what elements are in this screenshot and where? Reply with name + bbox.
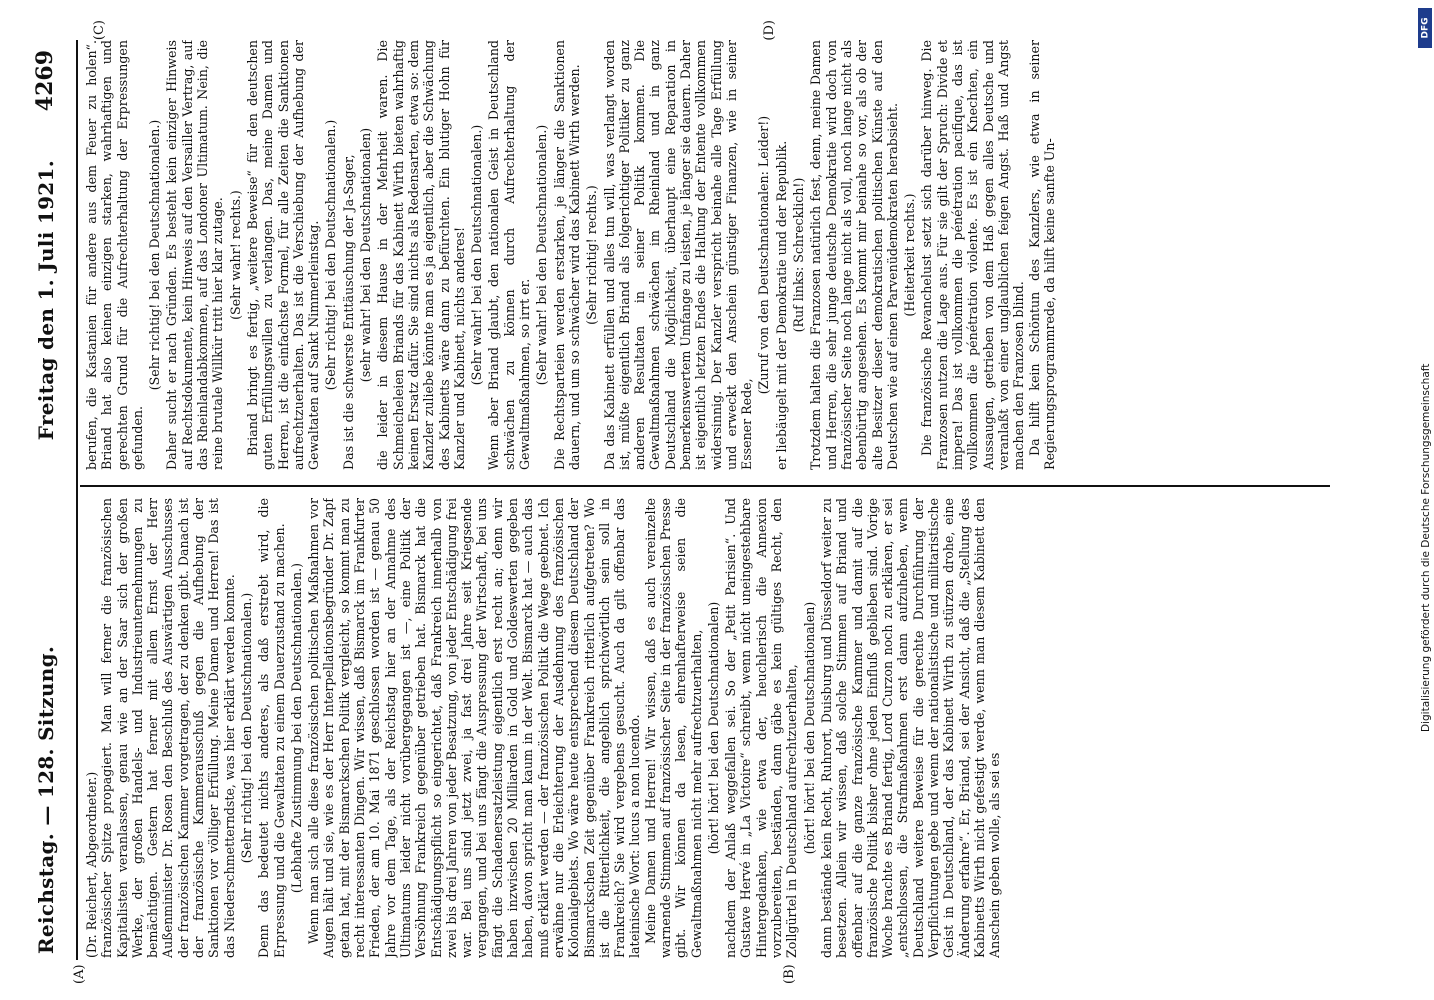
sidebar-credit-text: Digitalisierung gefördert durch die Deutsche Forschungsgemeinschaft — [1420, 363, 1432, 732]
paragraph: Denn das bedeutet nichts anderes, als daß erstrebt wird, die Erpressung und die Gewaltaten zu einem Dauerzustand zu machen. — [256, 498, 287, 958]
margin-marker-c: (C) — [92, 20, 107, 41]
interjection: (Sehr richtig! bei den Deutschnationalen.) — [147, 119, 163, 391]
rotated-page — [22, 10, 1412, 990]
margin-marker-d: (D) — [762, 20, 777, 41]
paragraph: Briand bringt es fertig, „weitere Beweise“ für den deutschen guten Erfüllungswillen zu verlangen. Das, meine Damen und Herren, ist die einfachste Formel, für alle Zeiten die Sanktionen aufrechtzuerhalten. Das ist die Verschiebung der Aufhebung der Gewaltaten auf Sankt Nimmerleinstag. — [244, 40, 322, 470]
dfg-badge-label: DFG — [1420, 17, 1431, 39]
interjection: (Sehr wahr! bei den Deutschnationalen.) — [534, 124, 550, 386]
right-text-column — [84, 40, 1324, 470]
interjection: (Heiterkeit rechts.) — [902, 193, 918, 317]
paragraph: Daher sucht er nach Gründen. Es besteht kein einziger Hinweis auf Rechtsdokumente, kein Hinweis auf den Versailler Vertrag, auf das Rheinlandabkommen, auf das Londoner Ultimatum. Nein, die reine brutale Willkür tritt hier klar zutage. — [164, 40, 226, 470]
paragraph: er liebäugelt mit der Demokratie und der Republik. — [773, 140, 789, 470]
header-left: Reichstag. — 128. Sitzung. — [34, 645, 58, 954]
left-text-column — [84, 498, 1324, 958]
interjection: (Sehr wahr! bei den Deutschnationalen.) — [469, 124, 485, 386]
paragraph: nachdem der Anlaß weggefallen sei. So der „Petit Parisien“. Und Gustave Hervé in „La Victoire“ schreibt, wenn nicht uneingestehbare Hintergedanken, wie etwa der, heuchlerisch die Annexion vorzubereiten, beständen, dann gäbe es kein gültiges Recht, den Zollgürtel in Deutschland aufrechtzuerhalten, — [723, 498, 800, 958]
paragraph: Die französische Revanchelust setzt sich darüber hinweg. Die Franzosen nutzen die Lage aus. Für sie gilt der Spruch: Divide et impera! Das ist vollkommen die pénétration pacifique, das ist vollkommen die pénétration violente. Es ist ein Knechten, ein Aussaugen, getrieben von dem Haß gegen alles Deutsche und veranlaßt von einer unglaublichen feigen Angst. Haß und Angst machen den Franzosen blind. — [919, 40, 1027, 470]
paragraph: Wenn man sich alle diese französischen politischen Maßnahmen vor Augen hält und sie, wie es der Herr Interpellationsbegründer Dr. Zapf getan hat, mit der Bismarckschen Politik vergleicht, so kommt man zu recht interessanten Dingen. Wir wissen, daß Bismarck im Frankfurter Frieden, der am 10. Mai 1871 geschlossen worden ist — genau 50 Jahre vor dem Tage, als der Reichstag hier an der Annahme des Ultimatums leider nicht vorübergegangen ist —, eine Politik der Versöhnung Frankreich gegenüber getrieben hat. Bismarck hat die Entschädigungspflicht so eingerichtet, daß Frankreich innerhalb von zwei bis drei Jahren von jeder Besatzung, von jeder Entschädigung frei war. Bei uns sind jetzt zwei, ja fast drei Jahre seit Kriegsende vergangen, und bei uns fängt die Auspressung der Wirtschaft, bei uns fängt die Schadenersatzleistung eigentlich erst recht an; denn wir haben inzwischen 20 Milliarden in Gold und Goldeswerten gegeben haben, davon spricht man kaum in der Welt. Bismarck hat — auch das muß erklärt werden — der französischen Politik die Wege geebnet. Ich erwähne nur die Erleichterung der Ausdehnung des französischen Kolonialgebiets. Wo wäre heute entsprechend diesem Deutschland der Bismarckschen Zeit gegenüber Frankreich ritterlich aufgetreten? Wo ist die Ritterlichkeit, die angeblich sprichwörtlich sein soll in Frankreich? Sie wird vergebens gesucht. Auch da gilt offenbar das lateinische Wort: lucus a non lucendo. — [306, 498, 643, 958]
header-right: Freitag den 1. Juli 1921. — [34, 160, 58, 441]
interjection: (Sehr richtig! bei den Deutschnationalen.) — [238, 592, 254, 864]
paragraph: Da das Kabinett erfüllen und alles tun will, was verlangt worden ist, müßte eigentlich Briand als folgerichtiger Politiker zu ganz anderen Resultaten in seiner Politik kommen. Die Gewaltmaßnahmen schwächen im Rheinland und in ganz Deutschland die Möglichkeit, überhaupt eine Reparation in bemerkenswertem Umfange zu leisten, je länger sie dauern. Daher ist eigentlich letzten Endes die Haltung der Entente vollkommen widersinnig. Der Kanzler verspricht beinahe alle Tage Erfüllung und erweckt den Anschein günstiger Finanzen, wie in seiner Essener Rede, — [601, 40, 755, 470]
digitization-sidebar — [1418, 8, 1432, 988]
paragraph: dann bestände kein Recht, Ruhrort, Duisburg und Düsseldorf weiter zu besetzen. Allein wir wissen, daß solche Stimmen auf Briand und offenbar auf die ganze französische Kammer und damit auf die französische Politik bisher ohne jeden Einfluß geblieben sind. Vorige Woche brachte es Briand fertig, Lord Curzon noch zu erklären, er sei „entschlossen, die Strafmaßnahmen erst dann aufzuheben, wenn Deutschland weitere Beweise für die gerechte Durchführung der Verpflichtungen gebe und wenn der nationalistische und militaristische Geist in Deutschland, der das Kabinett Wirth zu stürzen drohe, eine Änderung erfahre“. Er, Briand, sei der Ansicht, daß die „Stellung des Kabinetts Wirth nicht gefestigt werde, wenn man diesem Kabinett den Anschein geben wolle, als sei es — [818, 498, 1003, 958]
page-number: 4269 — [32, 50, 58, 112]
interjection: (hört! hört! bei den Deutschnationalen) — [705, 601, 721, 855]
paragraph: berufen, die Kastanien für andere aus dem Feuer zu holen“. Briand hat also keinen einzigen starken, wahrhaftigen und gerechten Grund für die Aufrechterhaltung der Erpressungen gefunden. — [84, 40, 145, 470]
interjection: (Sehr wahr! rechts.) — [227, 190, 243, 320]
paragraph: (Dr. Reichert, Abgeordneter.) — [84, 771, 99, 958]
interjection: (Lebhafte Zustimmung bei den Deutschnationalen.) — [288, 562, 304, 894]
interjection: (Sehr richtig! bei den Deutschnationalen.) — [323, 119, 339, 391]
interjection: (Zuruf von den Deutschnationalen: Leider!) — [756, 115, 772, 395]
dfg-logo-icon — [1418, 8, 1432, 48]
paragraph: französischer Spitze propagiert. Man will ferner die französischen Kapitalisten veranlassen, genau wie an der Saar sich der großen Werke, der großen Handels- und Industrieunternehmungen zu bemächtigen. Gestern hat ferner mit allem Ernst der Herr Außenminister Dr. Rosen den Beschluß des Auswärtigen Ausschusses der französischen Kammer vorgetragen, der zu denken gibt. Danach ist der französische Kammerausschuß gegen die Aufhebung der Sanktionen vor völliger Erfüllung. Meine Damen und Herren! Das ist das Niederschmetterndste, was hier erklärt werden konnte. — [99, 498, 237, 958]
paragraph: Trotzdem halten die Franzosen natürlich fest, denn, meine Damen und Herren, die sehr junge deutsche Demokratie wird doch von französischer Seite noch lange nicht als voll, noch lange nicht als ebenbürtig angesehen. Es kommt mir beinahe so vor, als ob der alte Besitzer dieser demokratischen politischen Künste auf den Deutschen wie auf einen Parvenüdemokraten herabsieht. — [808, 40, 900, 470]
paragraph: Wenn aber Briand glaubt, den nationalen Geist in Deutschland schwächen zu können durch Aufrechterhaltung der Gewaltmaßnahmen, so irrt er. — [486, 40, 533, 470]
interjection: (sehr wahr! bei den Deutschnationalen) — [358, 127, 374, 383]
paragraph: Das ist die schwerste Enttäuschung der Ja-Sager, — [340, 154, 356, 470]
interjection: (Ruf links: Schrecklich!) — [791, 177, 807, 333]
margin-marker-a: (A) — [72, 964, 87, 984]
paragraph: Die Rechtsparteien werden erstarken, je länger die Sanktionen dauern, und um so schwächer wird das Kabinett Wirth werden. — [551, 40, 582, 470]
paragraph: Meine Damen und Herren! Wir wissen, daß es auch vereinzelte warnende Stimmen auf französischer Seite in der französischen Presse gibt. Wir können da lesen, ehrenhafterweise seien die Gewaltmaßnahmen nicht mehr aufrechtzuerhalten, — [642, 498, 704, 958]
margin-marker-b: (B) — [782, 964, 797, 984]
column-divider — [80, 485, 1330, 487]
header-rule — [76, 40, 78, 960]
paragraph: die leider in diesem Hause in der Mehrheit waren. Die Schmeicheleien Briands für das Kabinett Wirth bieten wahrhaftig keinen Ersatz dafür. Sie sind nichts als Redensarten, etwa so: dem Kanzler zuliebe könnte man es ja eigentlich, aber die Schwächung des Kabinetts wäre dann zu befürchten. Ein blutiger Hohn für Kanzler und Kabinett, nichts anderes! — [375, 40, 467, 470]
paragraph: Da hilft kein Schöntun des Kanzlers, wie etwa in seiner Regierungsprogrammrede, da hilft keine sanfte Un- — [1026, 40, 1057, 470]
interjection: (Sehr richtig! rechts.) — [584, 185, 600, 325]
sidebar-credit — [1420, 52, 1434, 772]
interjection: (hört! hört! bei den Deutschnationalen) — [801, 601, 817, 855]
